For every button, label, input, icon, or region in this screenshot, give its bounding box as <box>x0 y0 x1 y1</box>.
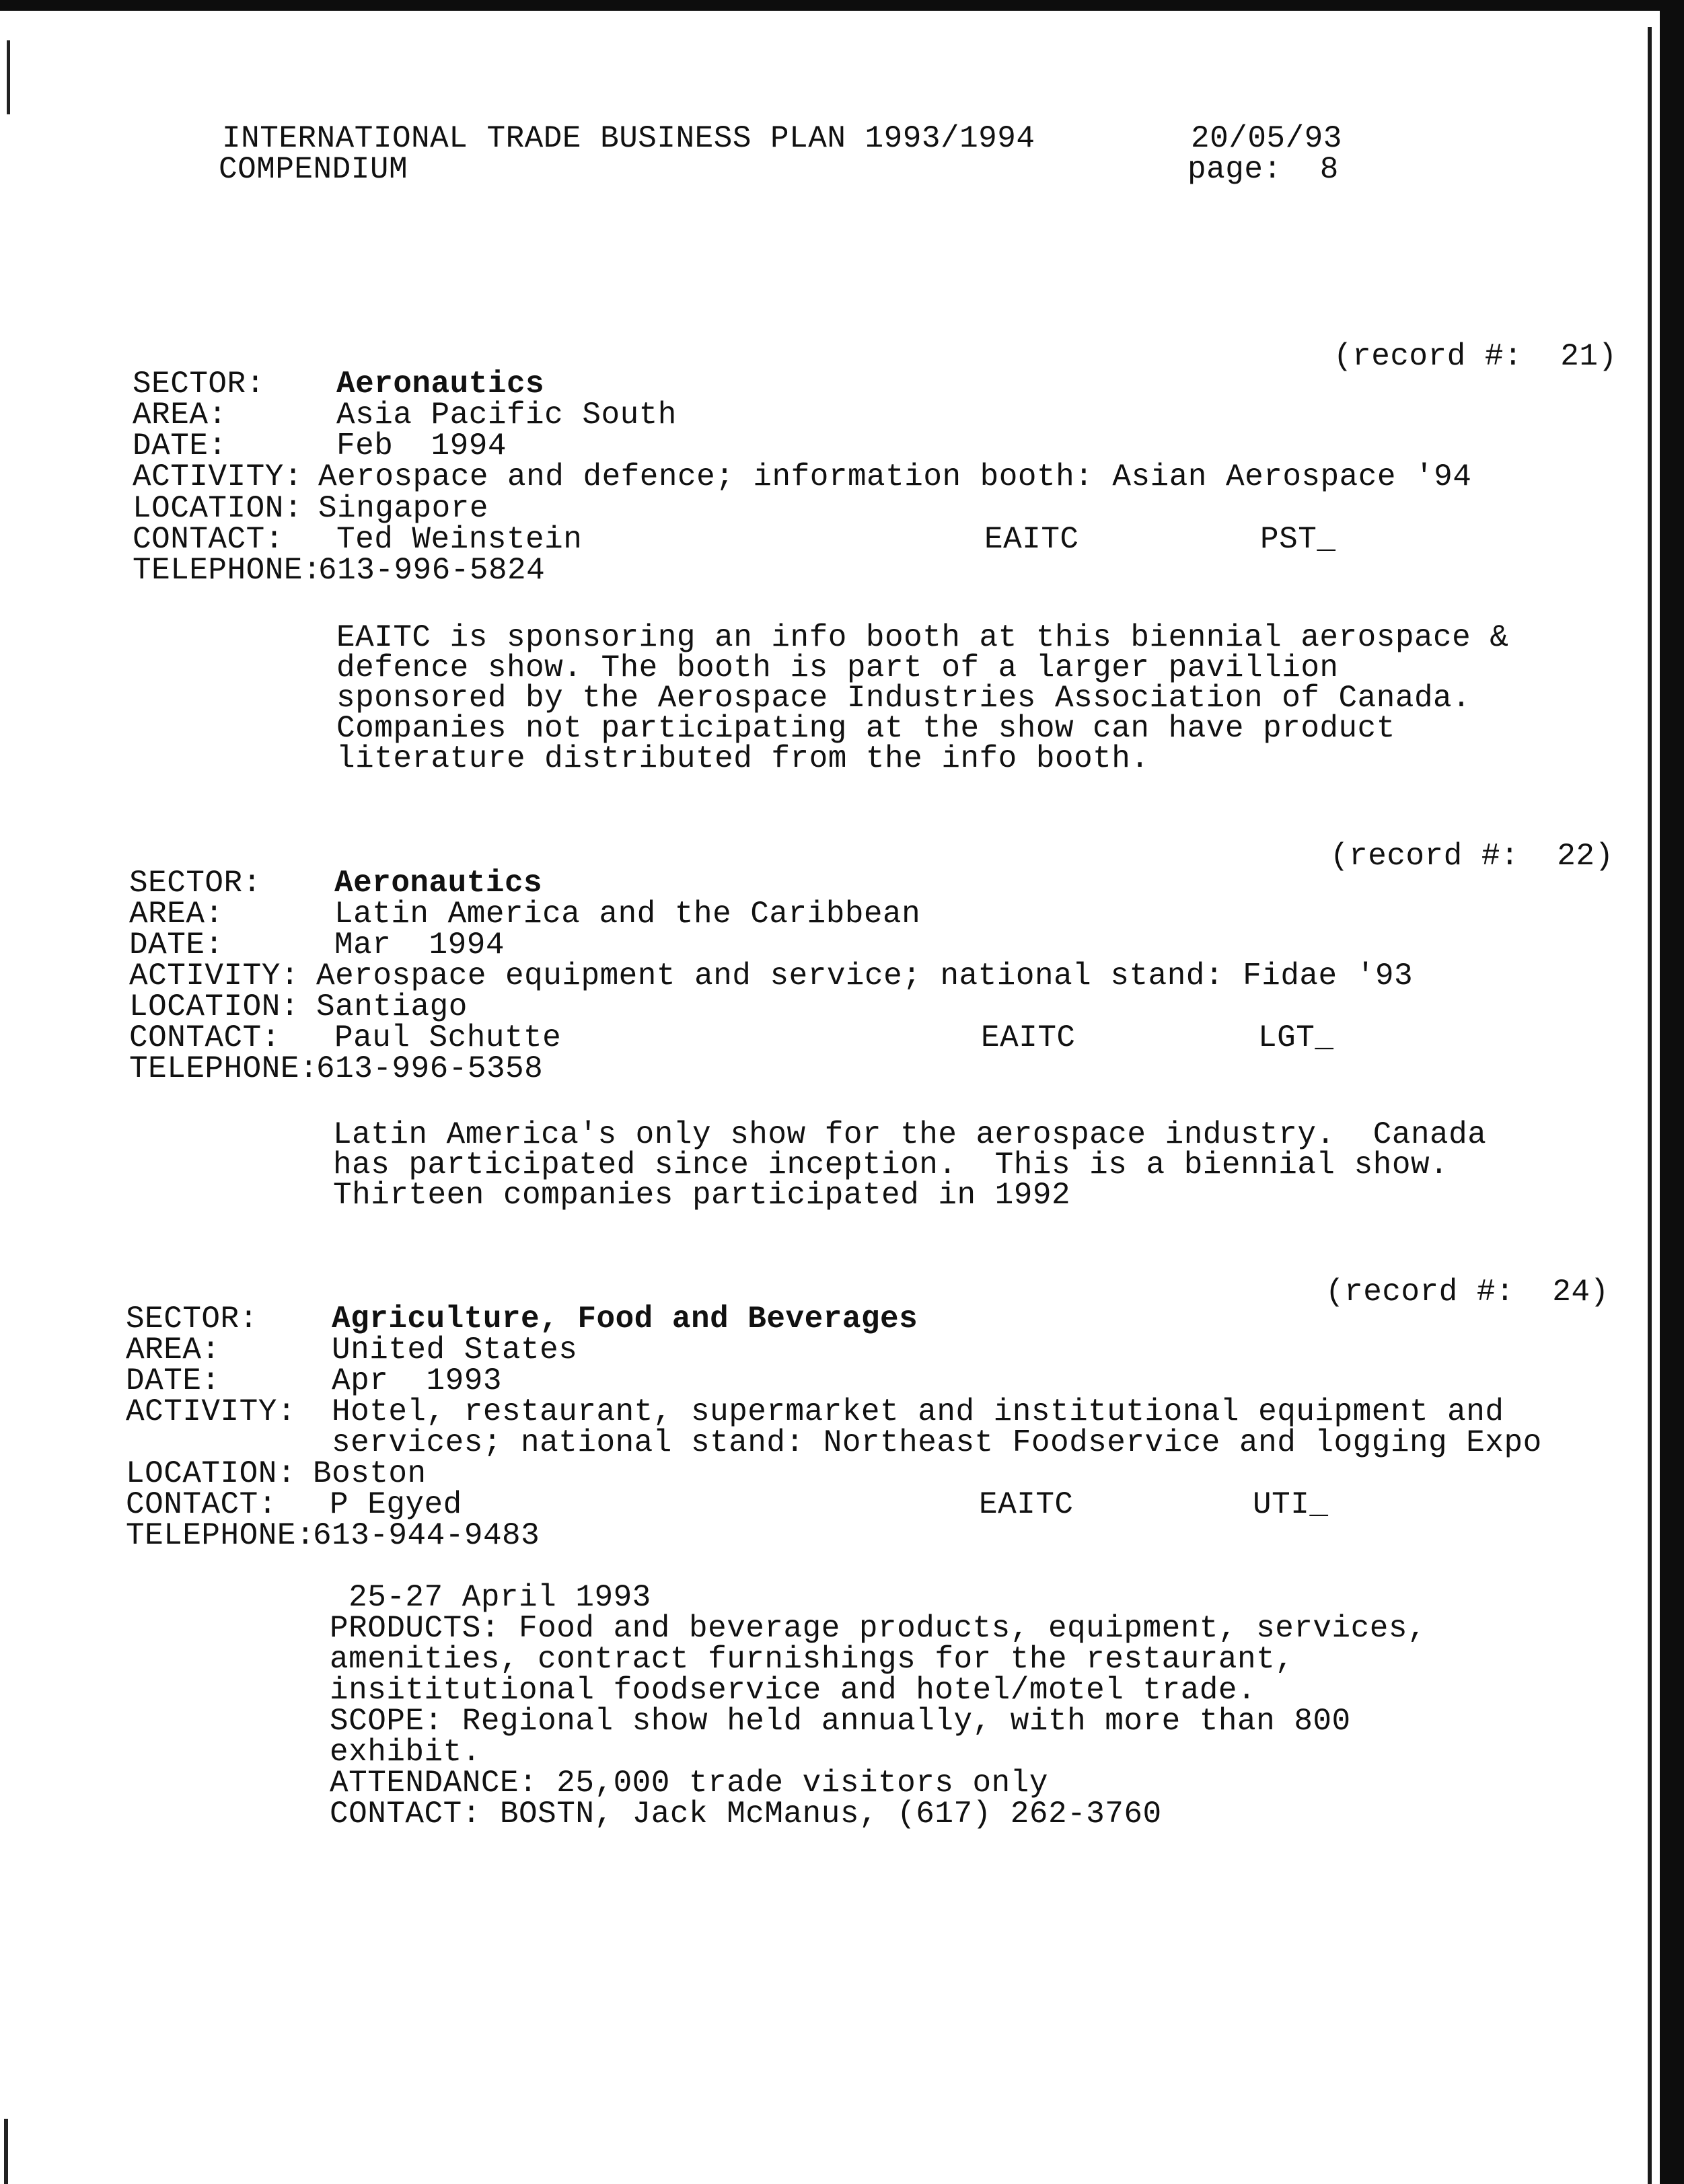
area-label: AREA: <box>126 1332 221 1367</box>
sector-label: SECTOR: <box>133 367 265 402</box>
activity-value: Aerospace equipment and service; national stand: Fidae '93 <box>316 958 1414 993</box>
document-subtitle: COMPENDIUM <box>219 152 408 187</box>
contact-label: CONTACT: <box>133 522 284 557</box>
contact-code: PST_ <box>1260 522 1336 557</box>
area-value: Asia Pacific South <box>336 398 677 432</box>
note-line: 25-27 April 1993 <box>330 1580 651 1615</box>
activity-label: ACTIVITY: <box>133 459 303 494</box>
activity-label: ACTIVITY: <box>126 1394 296 1429</box>
note-line: CONTACT: BOSTN, Jack McManus, (617) 262-3760 <box>330 1797 1162 1832</box>
note-line: Latin America's only show for the aerospace industry. Canada <box>333 1117 1487 1152</box>
note-line: sponsored by the Aerospace Industries Association of Canada. <box>336 681 1471 716</box>
date-value: Apr 1993 <box>332 1363 502 1398</box>
page-number: page: 8 <box>1187 152 1339 187</box>
note-line: literature distributed from the info booth. <box>336 741 1150 776</box>
activity-value-continued: services; national stand: Northeast Foodservice and logging Expo <box>332 1425 1542 1460</box>
note-line: ATTENDANCE: 25,000 trade visitors only <box>330 1766 1048 1801</box>
location-label: LOCATION: <box>126 1456 296 1491</box>
record-number: (record #: 22) <box>1330 839 1614 874</box>
note-line: Companies not participating at the show can have product <box>336 711 1395 746</box>
date-label: DATE: <box>129 928 224 963</box>
area-value: Latin America and the Caribbean <box>334 897 921 932</box>
contact-value: Paul Schutte <box>334 1020 562 1055</box>
document-date: 20/05/93 <box>1191 121 1342 156</box>
location-value: Boston <box>313 1456 427 1491</box>
document-title: INTERNATIONAL TRADE BUSINESS PLAN 1993/1994 <box>222 121 1035 156</box>
area-label: AREA: <box>133 398 227 432</box>
telephone-value: 613-944-9483 <box>313 1518 540 1553</box>
telephone-label: TELEPHONE: <box>133 553 322 588</box>
note-line: amenities, contract furnishings for the restaurant, <box>330 1642 1294 1677</box>
note-line: Thirteen companies participated in 1992 <box>333 1178 1071 1213</box>
note-line: EAITC is sponsoring an info booth at this biennial aerospace & <box>336 620 1509 655</box>
contact-code: LGT_ <box>1258 1020 1334 1055</box>
record-number: (record #: 24) <box>1325 1275 1609 1310</box>
date-value: Mar 1994 <box>334 928 505 963</box>
note-line: insititutional foodservice and hotel/motel trade. <box>330 1673 1257 1708</box>
date-label: DATE: <box>133 428 227 463</box>
contact-org: EAITC <box>981 1020 1076 1055</box>
note-line: SCOPE: Regional show held annually, with more than 800 <box>330 1704 1351 1739</box>
location-value: Singapore <box>318 491 488 526</box>
record-number: (record #: 21) <box>1333 339 1617 374</box>
telephone-label: TELEPHONE: <box>126 1518 316 1553</box>
area-value: United States <box>332 1332 578 1367</box>
sector-value: Agriculture, Food and Beverages <box>332 1302 918 1336</box>
contact-label: CONTACT: <box>129 1020 281 1055</box>
telephone-value: 613-996-5824 <box>318 553 546 588</box>
location-value: Santiago <box>316 989 468 1024</box>
sector-value: Aeronautics <box>334 866 543 901</box>
date-label: DATE: <box>126 1363 221 1398</box>
sector-label: SECTOR: <box>126 1302 258 1336</box>
activity-label: ACTIVITY: <box>129 958 299 993</box>
telephone-label: TELEPHONE: <box>129 1051 319 1086</box>
note-line: exhibit. <box>330 1735 481 1770</box>
activity-value: Hotel, restaurant, supermarket and institutional equipment and <box>332 1394 1504 1429</box>
activity-value: Aerospace and defence; information booth: Asian Aerospace '94 <box>318 459 1472 494</box>
sector-label: SECTOR: <box>129 866 262 901</box>
date-value: Feb 1994 <box>336 428 507 463</box>
contact-label: CONTACT: <box>126 1487 277 1522</box>
note-line: PRODUCTS: Food and beverage products, equipment, services, <box>330 1611 1427 1646</box>
sector-value: Aeronautics <box>336 367 545 402</box>
contact-org: EAITC <box>979 1487 1074 1522</box>
location-label: LOCATION: <box>133 491 303 526</box>
note-line: has participated since inception. This is a biennial show. <box>333 1147 1449 1182</box>
area-label: AREA: <box>129 897 224 932</box>
telephone-value: 613-996-5358 <box>316 1051 544 1086</box>
location-label: LOCATION: <box>129 989 299 1024</box>
contact-value: P Egyed <box>330 1487 462 1522</box>
note-line: defence show. The booth is part of a larger pavillion <box>336 650 1339 685</box>
contact-value: Ted Weinstein <box>336 522 583 557</box>
contact-org: EAITC <box>984 522 1079 557</box>
contact-code: UTI_ <box>1253 1487 1329 1522</box>
